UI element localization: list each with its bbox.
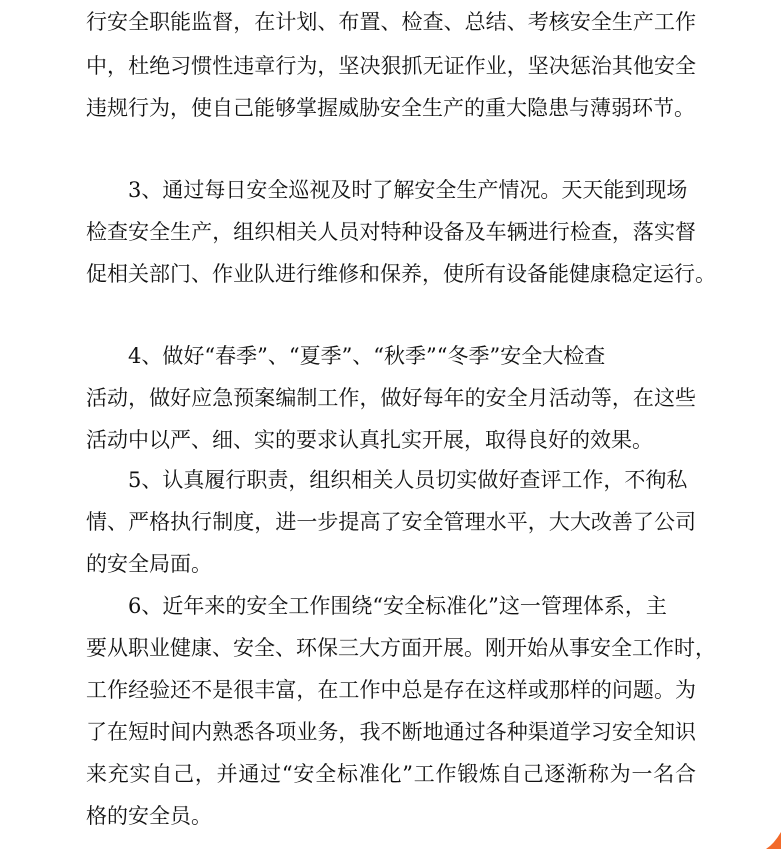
paragraph-6-line-5: 来充实自己，并通过“安全标准化”工作锻炼自己逐渐称为一名合 [86, 762, 696, 786]
paragraph-intro-line-1: 行安全职能监督，在计划、布置、检查、总结、考核安全生产工作 [86, 10, 696, 34]
paragraph-5-line-3: 的安全局面。 [86, 552, 212, 576]
paragraph-4-line-1: 4、做好“春季”、“夏季”、“秋季”“冬季”安全大检查 [128, 344, 606, 368]
paragraph-6-line-4: 了在短时间内熟悉各项业务，我不断地通过各种渠道学习安全知识 [86, 720, 696, 744]
paragraph-3-line-2: 检查安全生产，组织相关人员对特种设备及车辆进行检查，落实督 [86, 220, 696, 244]
orange-corner-mark-icon [764, 828, 781, 849]
paragraph-4-line-3: 活动中以严、细、实的要求认真扎实开展，取得良好的效果。 [86, 428, 653, 452]
paragraph-3-line-1: 3、通过每日安全巡视及时了解安全生产情况。天天能到现场 [128, 178, 688, 202]
paragraph-5-line-1: 5、认真履行职责，组织相关人员切实做好查评工作，不徇私 [128, 468, 688, 492]
paragraph-3-line-3: 促相关部门、作业队进行维修和保养，使所有设备能健康稳定运行。 [86, 262, 716, 286]
paragraph-intro-line-2: 中，杜绝习惯性违章行为，坚决狠抓无证作业，坚决惩治其他安全 [86, 54, 696, 78]
paragraph-6-line-3: 工作经验还不是很丰富，在工作中总是存在这样或那样的问题。为 [86, 678, 696, 702]
paragraph-6-line-1: 6、近年来的安全工作围绕“安全标准化”这一管理体系，主 [128, 594, 667, 618]
paragraph-intro-line-3: 违规行为，使自己能够掌握威胁安全生产的重大隐患与薄弱环节。 [86, 96, 695, 120]
paragraph-5-line-2: 情、严格执行制度，进一步提高了安全管理水平，大大改善了公司 [86, 510, 696, 534]
paragraph-6-line-6: 格的安全员。 [86, 804, 212, 828]
paragraph-6-line-2: 要从职业健康、安全、环保三大方面开展。刚开始从事安全工作时， [86, 636, 716, 660]
paragraph-4-line-2: 活动，做好应急预案编制工作，做好每年的安全月活动等，在这些 [86, 386, 696, 410]
